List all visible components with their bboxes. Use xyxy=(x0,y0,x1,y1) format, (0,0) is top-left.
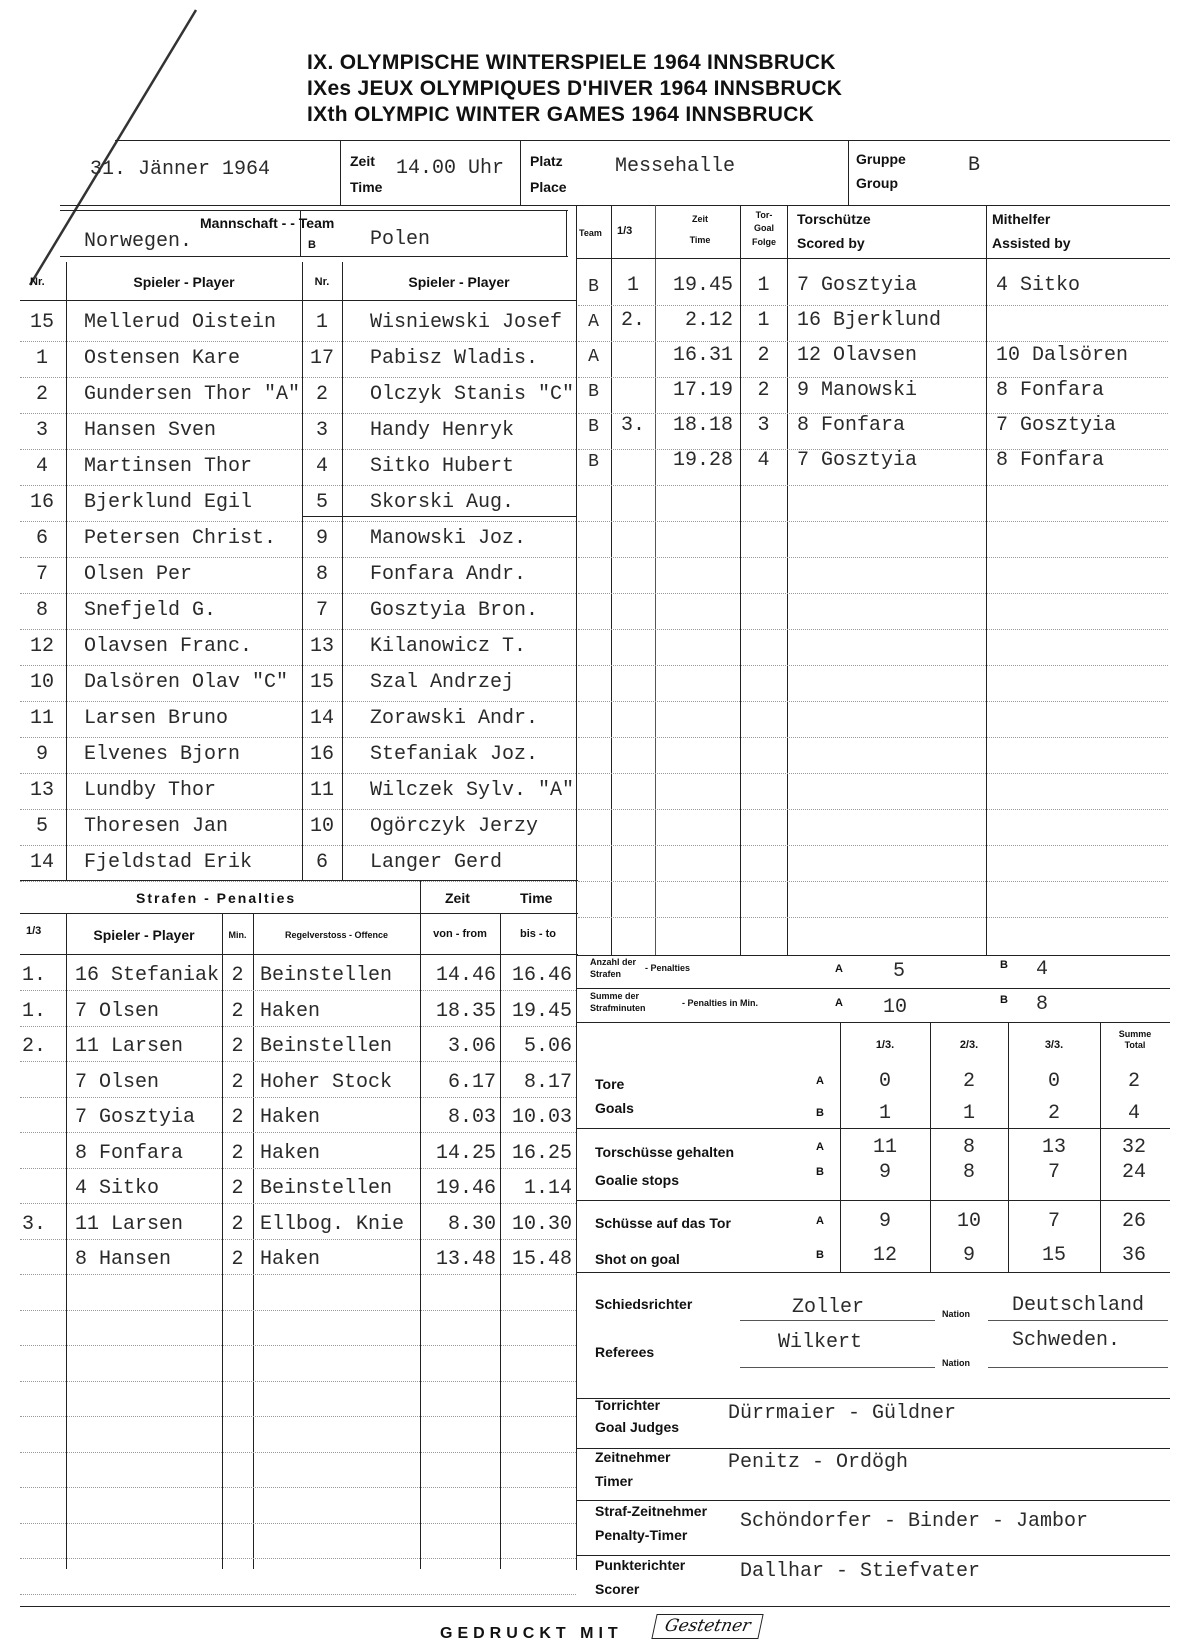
roster-b-player: Manowski Joz. xyxy=(370,527,527,550)
penalty-offence: Beinstellen xyxy=(260,964,393,987)
penalty-from: 8.03 xyxy=(447,1106,496,1129)
goal-assist: 8 Fonfara xyxy=(996,379,1105,402)
team-a-name: Norwegen. xyxy=(84,230,193,253)
roster-a-player: Dalsören Olav "C" xyxy=(84,671,289,694)
stops-b-cell: 8 xyxy=(962,1161,975,1184)
goal-scorer: 16 Bjerklund xyxy=(797,309,942,332)
goal-assist: 4 Sitko xyxy=(996,274,1081,297)
penalty-from: 14.25 xyxy=(435,1141,496,1165)
roster-b-number: 3 xyxy=(315,419,328,442)
roster-a-player: Olsen Per xyxy=(84,563,193,586)
roster-a-player: Gundersen Thor "A" xyxy=(84,383,301,406)
penalty-minutes: 2 xyxy=(231,1035,244,1058)
pen-col-to: bis - to xyxy=(519,928,557,940)
group-label-en: Group xyxy=(856,175,898,191)
penalty-offence: Beinstellen xyxy=(260,1177,393,1200)
roster-a-number: 10 xyxy=(29,671,54,694)
shots-b-label: B xyxy=(816,1249,824,1261)
goal-order: 4 xyxy=(757,449,770,472)
shots-b-cell: 9 xyxy=(962,1244,975,1267)
penalty-offence: Haken xyxy=(260,1248,321,1271)
pen-min-a-label: A xyxy=(835,997,843,1009)
penalty-player: 8 Hansen xyxy=(75,1248,172,1271)
shots-label-en: Shot on goal xyxy=(595,1251,680,1267)
roster-a-player: Bjerklund Egil xyxy=(84,491,253,514)
roster-a-player: Snefjeld G. xyxy=(84,599,217,622)
stops-b-cell: 9 xyxy=(878,1161,891,1184)
goals-a-cell: 0 xyxy=(1047,1070,1060,1093)
penalty-from: 18.35 xyxy=(435,999,496,1023)
pen-min-label3: - Penalties in Min. xyxy=(682,998,759,1008)
penalty-timer: Schöndorfer - Binder - Jambor xyxy=(740,1510,1089,1533)
goal-col-time: Zeit xyxy=(691,214,708,224)
pen-count-b: 4 xyxy=(1036,958,1049,981)
goals-a-cell: 2 xyxy=(1127,1070,1140,1093)
pen-count-label1: Anzahl der xyxy=(590,957,637,967)
time-label: Zeit xyxy=(350,153,375,169)
roster-a-player: Petersen Christ. xyxy=(84,527,277,550)
stops-b-label: B xyxy=(816,1166,824,1178)
pen-col-offence: Regelverstoss - Offence xyxy=(284,930,389,940)
timer-label: Zeitnehmer xyxy=(595,1449,671,1465)
roster-b-number: 13 xyxy=(309,635,334,658)
penalty-player: 4 Sitko xyxy=(75,1177,160,1200)
goals-a-label: A xyxy=(816,1075,824,1087)
roster-b-number: 17 xyxy=(309,347,334,370)
roster-b-player: Pabisz Wladis. xyxy=(370,347,539,370)
time-label-en: Time xyxy=(350,179,383,195)
roster-a-player: Martinsen Thor xyxy=(84,455,253,478)
goal-order: 1 xyxy=(757,274,770,297)
roster-a-header-player: Spieler - Player xyxy=(133,274,235,290)
penalty-to: 16.25 xyxy=(511,1141,572,1165)
roster-b-number: 2 xyxy=(315,383,328,406)
roster-a-player: Mellerud Oistein xyxy=(84,311,277,334)
shots-b-cell: 15 xyxy=(1041,1244,1066,1267)
roster-a-number: 9 xyxy=(35,743,48,766)
roster-a-number: 3 xyxy=(35,419,48,442)
place-label: Platz xyxy=(530,153,563,169)
footer-printed-with: GEDRUCKT MIT xyxy=(440,1625,623,1642)
roster-b-number: 14 xyxy=(309,707,334,730)
roster-a-player: Thoresen Jan xyxy=(84,815,229,838)
goal-col-order3: Folge xyxy=(752,237,776,247)
roster-b-player: Wisniewski Josef xyxy=(370,311,563,334)
roster-b-number: 15 xyxy=(309,671,334,694)
roster-a-number: 13 xyxy=(29,779,54,802)
roster-b-player: Fonfara Andr. xyxy=(370,563,527,586)
shots-b-cell: 36 xyxy=(1121,1244,1146,1267)
roster-b-number: 4 xyxy=(315,455,328,478)
goal-col-scorer-en: Scored by xyxy=(797,235,865,251)
timer: Penitz - Ordögh xyxy=(728,1451,909,1474)
roster-a-number: 4 xyxy=(35,455,48,478)
penalty-from: 19.46 xyxy=(435,1177,496,1200)
roster-a-number: 5 xyxy=(35,815,48,838)
roster-b-number: 9 xyxy=(315,527,328,550)
timer-label-en: Timer xyxy=(595,1473,633,1489)
col-period-2: 2/3. xyxy=(959,1039,979,1051)
roster-b-number: 10 xyxy=(309,815,334,838)
penalty-to: 1.14 xyxy=(523,1177,572,1200)
roster-b-player: Zorawski Andr. xyxy=(370,707,539,730)
roster-a-number: 11 xyxy=(29,707,54,730)
goal-period: 1 xyxy=(626,274,639,297)
shots-a-cell: 7 xyxy=(1047,1210,1060,1233)
goal-order: 2 xyxy=(757,379,770,402)
roster-a-number: 7 xyxy=(35,563,48,586)
penalty-minutes: 2 xyxy=(231,1177,244,1200)
col-period-1: 1/3. xyxy=(875,1039,895,1051)
game-place: Messehalle xyxy=(615,155,736,178)
goal-scorer: 7 Gosztyia xyxy=(797,449,918,472)
shots-a-cell: 26 xyxy=(1121,1210,1146,1233)
penalty-player: 11 Larsen xyxy=(75,1212,184,1236)
penalty-from: 14.46 xyxy=(435,964,496,987)
pen-col-player: Spieler - Player xyxy=(93,927,195,943)
roster-a-number: 6 xyxy=(35,527,48,550)
roster-a-number: 16 xyxy=(29,491,54,514)
goal-col-order2: Goal xyxy=(753,223,774,233)
goals-b-label: B xyxy=(816,1107,824,1119)
goal-team: B xyxy=(588,452,599,472)
penalty-offence: Ellbog. Knie xyxy=(260,1212,405,1236)
penalty-offence: Hoher Stock xyxy=(260,1070,393,1094)
goal-team: B xyxy=(588,382,599,402)
goal-period: 2. xyxy=(620,309,645,332)
shots-b-cell: 12 xyxy=(872,1244,897,1267)
roster-b-number: 1 xyxy=(315,311,328,334)
goal-col-assist-en: Assisted by xyxy=(992,235,1071,251)
roster-b-header-nr: Nr. xyxy=(314,276,330,288)
goal-team: B xyxy=(588,277,599,297)
penalty-minutes: 2 xyxy=(231,964,244,987)
team-b-name: Polen xyxy=(370,228,431,251)
stops-a-cell: 8 xyxy=(962,1136,975,1159)
penalty-minutes: 2 xyxy=(231,1248,244,1271)
pen-count-label2: Strafen xyxy=(590,969,622,979)
col-total1: Summe xyxy=(1118,1029,1152,1039)
penalty-to: 10.30 xyxy=(511,1212,572,1236)
goal-col-team: Team xyxy=(579,228,602,238)
penalty-player: 7 Olsen xyxy=(75,999,160,1023)
corner-slash xyxy=(0,0,220,300)
goal-judges-label-en: Goal Judges xyxy=(595,1419,680,1435)
pen-col-from: von - from xyxy=(433,928,487,940)
goal-scorer: 12 Olavsen xyxy=(797,344,918,367)
goal-judges-label: Torrichter xyxy=(595,1397,661,1413)
roster-a-number: 12 xyxy=(29,635,54,658)
goal-col-period: 1/3 xyxy=(617,225,633,237)
penalty-player: 16 Stefaniak xyxy=(75,964,220,987)
goal-time: 17.19 xyxy=(672,379,733,402)
penalty-to: 16.46 xyxy=(511,964,572,987)
goal-assist: 10 Dalsören xyxy=(996,344,1129,367)
roster-b-header-player: Spieler - Player xyxy=(408,274,510,290)
penalty-period: 3. xyxy=(22,1212,47,1236)
scorer-label: Punkterichter xyxy=(595,1557,686,1573)
goal-scorer: 7 Gosztyia xyxy=(797,274,918,297)
shots-a-cell: 10 xyxy=(956,1210,981,1233)
game-time: 14.00 Uhr xyxy=(396,157,505,180)
referee-1: Zoller xyxy=(792,1296,865,1319)
col-total2: Total xyxy=(1124,1040,1146,1050)
shots-label: Schüsse auf das Tor xyxy=(595,1215,731,1231)
roster-b-number: 7 xyxy=(315,599,328,622)
goal-time: 2.12 xyxy=(684,309,733,332)
roster-b-player: Kilanowicz T. xyxy=(370,635,527,658)
goal-order: 3 xyxy=(757,414,770,437)
penalty-to: 5.06 xyxy=(523,1035,572,1058)
roster-a-player: Lundby Thor xyxy=(84,779,217,802)
referee-2-nation-label: Nation xyxy=(942,1358,970,1368)
goals-b-cell: 4 xyxy=(1127,1102,1140,1125)
penalty-period: 1. xyxy=(22,999,47,1023)
team-b-letter: B xyxy=(308,239,316,251)
pen-time-label: Zeit xyxy=(445,890,470,906)
referee-2-nation: Schweden. xyxy=(1012,1329,1121,1352)
roster-a-player: Hansen Sven xyxy=(84,419,217,442)
penalty-offence: Haken xyxy=(260,1106,321,1129)
roster-b-player: Stefaniak Joz. xyxy=(370,743,539,766)
title-english: IXth OLYMPIC WINTER GAMES 1964 INNSBRUCK xyxy=(307,103,815,126)
penalty-minutes: 2 xyxy=(231,1141,244,1165)
goals-b-cell: 1 xyxy=(878,1102,891,1125)
penalty-period: 1. xyxy=(22,964,47,987)
roster-b-number: 16 xyxy=(309,743,334,766)
title-french: IXes JEUX OLYMPIQUES D'HIVER 1964 INNSBRUCK xyxy=(307,77,843,100)
penalty-to: 10.03 xyxy=(511,1106,572,1129)
penalty-from: 8.30 xyxy=(447,1212,496,1236)
referee-2: Wilkert xyxy=(778,1331,863,1354)
penalties-title: Strafen - Penalties xyxy=(136,890,297,906)
pen-col-min: Min. xyxy=(228,930,247,940)
pen-count-b-label: B xyxy=(1000,959,1008,971)
penalty-period: 2. xyxy=(22,1035,47,1058)
stops-a-cell: 32 xyxy=(1121,1136,1146,1159)
roster-b-number: 6 xyxy=(315,851,328,874)
scorer: Dallhar - Stiefvater xyxy=(740,1560,981,1583)
goal-time: 16.31 xyxy=(672,344,733,367)
stops-label-en: Goalie stops xyxy=(595,1172,680,1188)
col-period-3: 3/3. xyxy=(1044,1039,1064,1051)
roster-a-number: 2 xyxy=(35,383,48,406)
goals-a-cell: 0 xyxy=(878,1070,891,1093)
pen-count-label3: - Penalties xyxy=(645,963,691,973)
penalty-from: 13.48 xyxy=(435,1248,496,1271)
roster-a-player: Elvenes Bjorn xyxy=(84,743,241,766)
game-group: B xyxy=(968,154,981,177)
goal-team: A xyxy=(588,312,599,332)
goal-judges: Dürrmaier - Güldner xyxy=(728,1402,957,1425)
goals-label: Tore xyxy=(595,1076,625,1092)
goal-col-assist: Mithelfer xyxy=(992,211,1051,227)
place-label-en: Place xyxy=(530,179,567,195)
roster-b-player: Olczyk Stanis "C" xyxy=(370,383,575,406)
goal-scorer: 9 Manowski xyxy=(797,379,918,402)
roster-b-number: 11 xyxy=(309,779,334,802)
roster-b-player: Ogörczyk Jerzy xyxy=(370,815,539,838)
pen-min-a: 10 xyxy=(883,996,908,1019)
referee-label-en: Referees xyxy=(595,1344,655,1360)
goal-assist: 8 Fonfara xyxy=(996,449,1105,472)
roster-a-player: Olavsen Franc. xyxy=(84,635,253,658)
roster-b-player: Gosztyia Bron. xyxy=(370,599,539,622)
goal-col-order1: Tor- xyxy=(755,210,773,220)
roster-b-number: 8 xyxy=(315,563,328,586)
goals-b-cell: 1 xyxy=(962,1102,975,1125)
pen-min-b: 8 xyxy=(1036,993,1049,1016)
roster-a-player: Ostensen Kare xyxy=(84,347,241,370)
penalty-timer-label-en: Penalty-Timer xyxy=(595,1527,688,1543)
roster-a-header-nr: Nr. xyxy=(30,276,45,288)
goal-col-time-en: Time xyxy=(689,235,711,245)
roster-b-player: Skorski Aug. xyxy=(370,491,515,514)
goal-team: B xyxy=(588,417,599,437)
scorer-label-en: Scorer xyxy=(595,1581,640,1597)
pen-min-label2: Strafminuten xyxy=(590,1003,646,1013)
goal-team: A xyxy=(588,347,599,367)
penalty-minutes: 2 xyxy=(231,1070,244,1094)
penalty-to: 15.48 xyxy=(511,1248,572,1271)
penalty-minutes: 2 xyxy=(231,1212,244,1236)
penalty-player: 8 Fonfara xyxy=(75,1141,184,1165)
referee-1-nation-label: Nation xyxy=(942,1309,970,1319)
pen-col-period: 1/3 xyxy=(26,925,42,937)
penalty-from: 3.06 xyxy=(447,1035,496,1058)
roster-b-player: Szal Andrzej xyxy=(370,671,515,694)
penalty-player: 11 Larsen xyxy=(75,1035,184,1058)
stops-b-cell: 24 xyxy=(1121,1161,1146,1184)
goal-time: 19.45 xyxy=(672,274,733,297)
roster-a-number: 8 xyxy=(35,599,48,622)
game-date: 31. Jänner 1964 xyxy=(90,158,271,181)
stops-b-cell: 7 xyxy=(1047,1161,1060,1184)
shots-a-label: A xyxy=(816,1215,824,1227)
penalty-offence: Haken xyxy=(260,999,321,1023)
penalty-offence: Beinstellen xyxy=(260,1035,393,1058)
pen-min-label1: Summe der xyxy=(590,991,640,1001)
penalty-player: 7 Olsen xyxy=(75,1070,160,1094)
pen-time-label-en: Time xyxy=(520,890,553,906)
roster-b-player: Handy Henryk xyxy=(370,419,515,442)
goal-period: 3. xyxy=(620,414,645,437)
roster-b-player: Sitko Hubert xyxy=(370,455,515,478)
goal-col-scorer: Torschütze xyxy=(797,211,871,227)
roster-a-number: 14 xyxy=(29,851,54,874)
roster-b-number: 5 xyxy=(315,491,328,514)
goal-order: 2 xyxy=(757,344,770,367)
goal-time: 18.18 xyxy=(672,414,733,437)
stops-a-cell: 11 xyxy=(872,1136,897,1159)
roster-a-number: 1 xyxy=(35,347,48,370)
penalty-to: 19.45 xyxy=(511,999,572,1023)
goal-order: 1 xyxy=(757,309,770,332)
stops-a-cell: 13 xyxy=(1041,1136,1066,1159)
goals-label-en: Goals xyxy=(595,1100,634,1116)
stops-a-label: A xyxy=(816,1141,824,1153)
penalty-to: 8.17 xyxy=(523,1070,572,1094)
roster-a-player: Larsen Bruno xyxy=(84,707,229,730)
roster-a-player: Fjeldstad Erik xyxy=(84,851,253,874)
pen-min-b-label: B xyxy=(1000,994,1008,1006)
group-label: Gruppe xyxy=(856,151,906,167)
penalty-minutes: 2 xyxy=(231,1106,244,1129)
pen-count-a-label: A xyxy=(835,963,843,975)
pen-count-a: 5 xyxy=(893,960,906,983)
roster-b-player: Wilczek Sylv. "A" xyxy=(370,779,575,802)
goal-time: 19.28 xyxy=(672,449,733,472)
referee-label: Schiedsrichter xyxy=(595,1296,693,1312)
goal-assist: 7 Gosztyia xyxy=(996,414,1117,437)
goals-a-cell: 2 xyxy=(962,1070,975,1093)
penalty-offence: Haken xyxy=(260,1141,321,1165)
penalty-from: 6.17 xyxy=(447,1070,496,1094)
penalty-player: 7 Gosztyia xyxy=(75,1106,196,1129)
shots-a-cell: 9 xyxy=(878,1210,891,1233)
team-header: Mannschaft - - Team xyxy=(200,215,335,231)
goals-b-cell: 2 xyxy=(1047,1102,1060,1125)
goal-scorer: 8 Fonfara xyxy=(797,414,906,437)
title-german: IX. OLYMPISCHE WINTERSPIELE 1964 INNSBRUCK xyxy=(307,51,836,74)
penalty-minutes: 2 xyxy=(231,999,244,1023)
roster-b-player: Langer Gerd xyxy=(370,851,503,874)
referee-1-nation: Deutschland xyxy=(1012,1294,1145,1317)
gestetner-logo: Gestetner xyxy=(651,1614,764,1639)
roster-a-number: 15 xyxy=(29,311,54,334)
penalty-timer-label: Straf-Zeitnehmer xyxy=(595,1503,708,1519)
stops-label: Torschüsse gehalten xyxy=(595,1144,735,1160)
